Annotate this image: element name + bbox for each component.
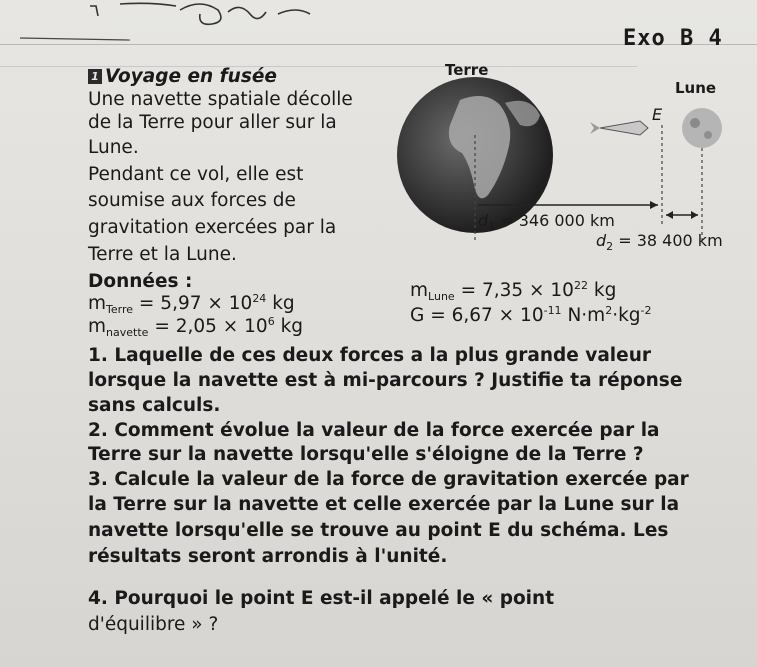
question-3-cont: la Terre sur la navette et celle exercée par la Lune sur la [88, 494, 680, 515]
mass-lune: $m_{Lune} = 7,35 \times 10^{22}$ kg [410, 278, 617, 303]
earth-label: Terre [445, 61, 489, 79]
section-header [88, 66, 277, 88]
d2-label: $d_2 = 38$ 400 km [596, 231, 723, 253]
question-4: 4. Pourquoi le point E est-il appelé le « point [88, 588, 555, 609]
question-4-cont: d'équilibre » ? [88, 614, 219, 635]
section-title: Voyage en fusée [105, 66, 277, 87]
mass-terre: $m_{Terre} = 5,97 \times 10^{24}$ kg [88, 291, 295, 316]
intro-line: Terre et la Lune. [88, 244, 237, 265]
mass-navette: $m_{navette} = 2,05 \times 10^6$ kg [88, 314, 304, 339]
question-3-cont: résultats seront arrondis à l'unité. [88, 546, 448, 567]
question-1: 1. Laquelle de ces deux forces a la plus grande valeur [88, 345, 651, 366]
gravitational-constant: $G = 6,67 \times 10^{-11}$ $N\cdot m^2\cdot kg^{-2}$ [410, 303, 652, 326]
spaceship-icon [590, 121, 648, 135]
question-1-cont: lorsque la navette est à mi-parcours ? Justifie ta réponse [88, 370, 683, 391]
question-1-cont: sans calculs. [88, 395, 221, 416]
moon-globe [682, 108, 722, 148]
intro-line: gravitation exercées par la [88, 217, 337, 238]
question-2: 2. Comment évolue la valeur de la force exercée par la [88, 420, 660, 441]
exercise-label: Exo B 4 [623, 26, 723, 51]
intro-line: de la Terre pour aller sur la [88, 112, 337, 133]
intro-line: soumise aux forces de [88, 190, 296, 211]
question-3: 3. Calcule la valeur de la force de gravitation exercée par [88, 469, 689, 490]
question-2-cont: Terre sur la navette lorsqu'elle s'éloigne de la Terre ? [88, 444, 644, 465]
question-3-cont: navette lorsqu'elle se trouve au point E du schéma. Les [88, 520, 669, 541]
intro-line: Une navette spatiale décolle [88, 89, 353, 110]
point-e-label: E [652, 105, 663, 124]
intro-line: Lune. [88, 137, 139, 158]
earth-moon-diagram [390, 55, 740, 255]
section-number: 1 [88, 69, 102, 84]
d1-label: $d_1 = 346$ 000 km [478, 211, 615, 233]
intro-line: Pendant ce vol, elle est [88, 164, 304, 185]
moon-label: Lune [675, 79, 717, 97]
donnees-title: Données : [88, 271, 193, 292]
